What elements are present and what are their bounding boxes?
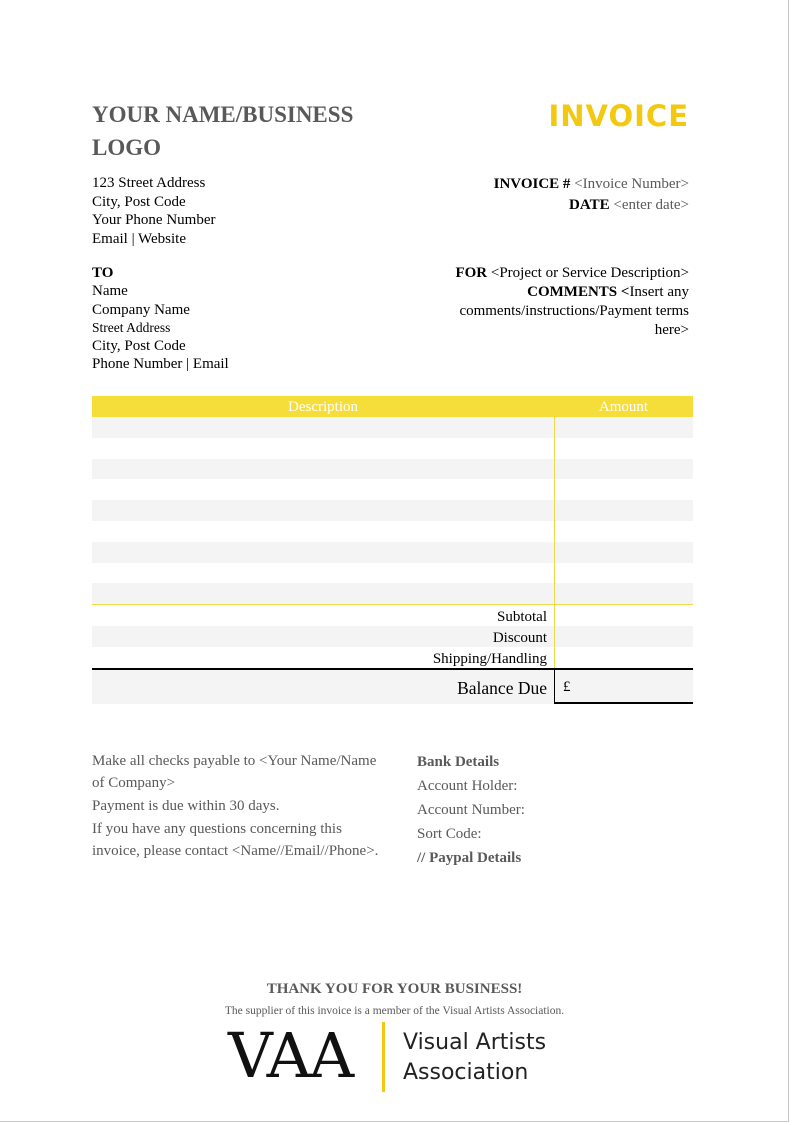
- shipping-row: [92, 647, 693, 668]
- bill-to-line: Phone Number | Email: [92, 356, 229, 373]
- paypal-label: Paypal Details: [429, 850, 522, 866]
- comments-label: COMMENTS <: [527, 284, 630, 300]
- payment-line: Payment is due within 30 days.: [92, 798, 280, 814]
- business-address: [92, 174, 215, 248]
- business-name-logo: YOUR NAME/BUSINESS LOGO: [92, 102, 354, 160]
- thank-you-message: THANK YOU FOR YOUR BUSINESS!: [266, 981, 523, 997]
- for-row: [429, 264, 689, 283]
- comments-value: Insert any comments/instructions/Payment terms here>: [459, 284, 689, 338]
- invoice-date-value: <enter date>: [613, 197, 689, 213]
- table-row[interactable]: [92, 583, 693, 604]
- invoice-number-label: INVOICE #: [493, 176, 571, 192]
- discount-row: [92, 626, 693, 647]
- bank-details-title: Bank Details: [417, 754, 500, 770]
- subtotal-label: Subtotal: [496, 609, 547, 626]
- paypal-prefix: //: [417, 850, 430, 866]
- table-row[interactable]: [92, 479, 693, 500]
- vaa-logo-text: [403, 1028, 546, 1088]
- table-row[interactable]: [92, 459, 693, 480]
- address-line: City, Post Code: [92, 193, 186, 210]
- address-line: 123 Street Address: [92, 175, 206, 191]
- address-line: Email | Website: [92, 230, 186, 247]
- invoice-number-value: <Invoice Number>: [574, 176, 689, 192]
- vaa-logo-line: Association: [403, 1060, 529, 1085]
- table-row[interactable]: [92, 417, 693, 438]
- invoice-meta: [494, 174, 689, 216]
- for-comments-block: [429, 264, 689, 340]
- vaa-logo-mark: VAA: [228, 1019, 353, 1092]
- invoice-table: [92, 396, 693, 704]
- table-row[interactable]: [92, 542, 693, 563]
- balance-due-label: Balance Due: [92, 670, 554, 704]
- payment-line: Make all checks payable to <Your Name/Name of Company>: [92, 753, 377, 791]
- bank-details: [417, 750, 525, 870]
- bill-to-line: Name: [92, 283, 128, 300]
- invoice-date-row: [494, 195, 689, 216]
- bill-to-block: [92, 264, 229, 374]
- description-header: Description: [288, 399, 358, 415]
- payment-line: If you have any questions concerning this invoice, please contact <Name//Email//Phone>.: [92, 821, 379, 859]
- vaa-logo-line: Visual Artists: [403, 1030, 547, 1055]
- invoice-title: INVOICE: [548, 99, 689, 133]
- shipping-label: Shipping/Handling: [432, 651, 547, 668]
- amount-header: Amount: [598, 399, 649, 415]
- shipping-value[interactable]: [554, 647, 693, 668]
- bill-to-label: TO: [92, 265, 114, 281]
- table-row[interactable]: [92, 500, 693, 521]
- bill-to-line: City, Post Code: [92, 338, 186, 355]
- membership-note: The supplier of this invoice is a member of the Visual Artists Association.: [224, 1005, 565, 1017]
- vaa-logo-divider: [382, 1022, 385, 1092]
- payment-terms: [92, 750, 382, 863]
- discount-value[interactable]: [554, 626, 693, 647]
- table-row[interactable]: [92, 438, 693, 459]
- paypal-details: [417, 846, 525, 870]
- bill-to-line: Company Name: [92, 301, 190, 318]
- subtotal-value[interactable]: [554, 605, 693, 626]
- table-header: [92, 396, 693, 417]
- address-line: Your Phone Number: [92, 212, 216, 228]
- subtotal-row: [92, 605, 693, 626]
- account-number: Account Number:: [417, 802, 525, 818]
- account-holder: Account Holder:: [417, 778, 518, 794]
- comments-row: [429, 283, 689, 340]
- table-row[interactable]: [92, 563, 693, 584]
- balance-due-value[interactable]: £: [554, 670, 693, 704]
- invoice-date-label: DATE: [569, 197, 610, 213]
- for-label: FOR: [455, 265, 488, 281]
- bill-to-line: Street Address: [92, 319, 171, 335]
- balance-due-row: [92, 668, 693, 704]
- sort-code: Sort Code:: [417, 826, 482, 842]
- for-value: <Project or Service Description>: [490, 265, 689, 281]
- invoice-number-row: [494, 174, 689, 195]
- discount-label: Discount: [92, 626, 554, 647]
- table-row[interactable]: [92, 521, 693, 542]
